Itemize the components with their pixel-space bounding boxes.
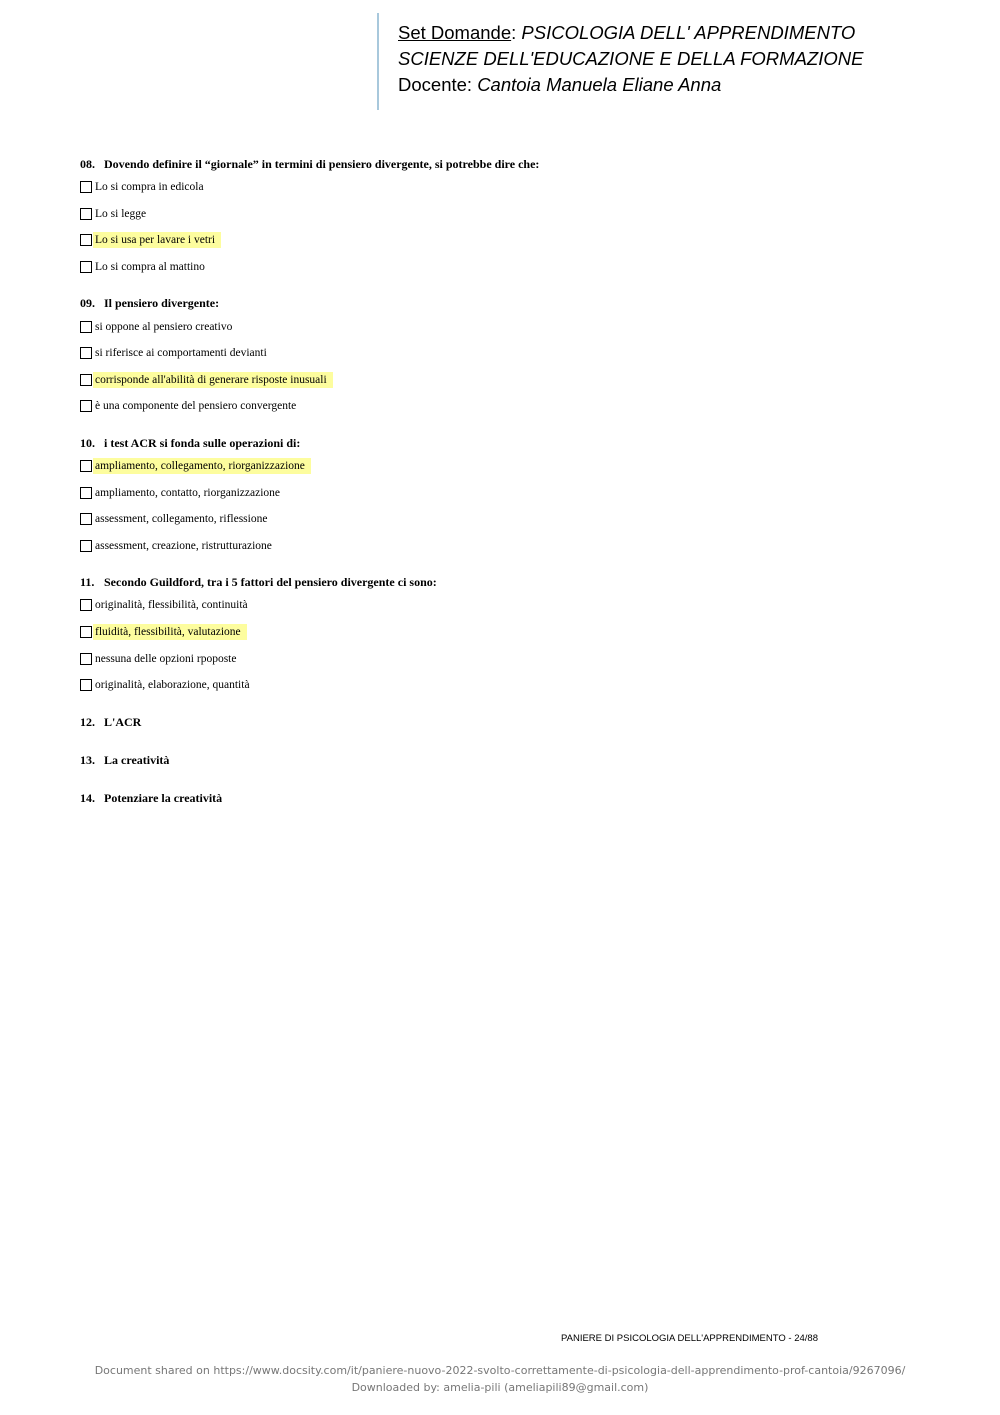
answer-checkbox[interactable]	[80, 487, 92, 499]
answer-option[interactable]	[80, 479, 940, 506]
shared-line: Document shared on https://www.docsity.com/it/paniere-nuovo-2022-svolto-correttamente-di-psicologia-dell-apprendimento-prof-cantoia/9267096/	[94, 1364, 906, 1377]
answer-text: Lo si legge	[95, 207, 147, 220]
answer-text-highlighted: Lo si usa per lavare i vetri	[93, 232, 221, 248]
question-text: Secondo Guildford, tra i 5 fattori del pensiero divergente ci sono:	[104, 575, 437, 590]
answer-text: è una componente del pensiero convergente	[95, 400, 297, 413]
answer-text: Lo si compra in edicola	[95, 181, 204, 194]
question-title	[80, 788, 940, 808]
answer-option[interactable]	[80, 227, 940, 254]
answer-checkbox[interactable]	[80, 400, 92, 412]
answer-text: originalità, elaborazione, quantità	[95, 679, 250, 692]
answer-text: assessment, creazione, ristrutturazione	[95, 539, 272, 552]
docente-label: Docente:	[398, 74, 478, 95]
question-block	[80, 433, 940, 559]
question-title	[80, 433, 940, 453]
answer-checkbox[interactable]	[80, 321, 92, 333]
answer-checkbox[interactable]	[80, 653, 92, 665]
header-course-line	[398, 46, 863, 72]
answer-option[interactable]	[80, 393, 940, 420]
question-number: 10.	[80, 435, 95, 450]
answer-checkbox[interactable]	[80, 679, 92, 691]
question-block	[80, 572, 940, 698]
header-docente-line	[398, 72, 863, 98]
question-title	[80, 572, 940, 592]
question-list	[80, 154, 940, 826]
header-set-line	[398, 20, 863, 46]
question-block	[80, 712, 940, 732]
question-number: 11.	[80, 575, 95, 590]
answer-option[interactable]	[80, 592, 940, 619]
answer-option[interactable]	[80, 672, 940, 699]
document-header	[377, 13, 863, 110]
answer-checkbox[interactable]	[80, 374, 92, 386]
question-number: 08.	[80, 157, 95, 171]
docsity-footer	[0, 1362, 1000, 1396]
question-title	[80, 293, 940, 313]
question-block	[80, 788, 940, 808]
question-title	[80, 154, 940, 174]
answer-option[interactable]	[80, 619, 940, 646]
question-text: L'ACR	[104, 714, 142, 729]
answer-option[interactable]	[80, 506, 940, 533]
question-block	[80, 154, 940, 280]
page-footer-label: PANIERE DI PSICOLOGIA DELL'APPRENDIMENTO - 24/88	[561, 1333, 818, 1344]
answer-checkbox[interactable]	[80, 234, 92, 246]
question-block	[80, 293, 940, 419]
answer-checkbox[interactable]	[80, 261, 92, 273]
question-number: 12.	[80, 714, 95, 729]
answer-checkbox[interactable]	[80, 626, 92, 638]
question-text: Dovendo definire il “giornale” in termini di pensiero divergente, si potrebbe dire che:	[104, 157, 540, 171]
answer-text-highlighted: fluidità, flessibilità, valutazione	[93, 624, 247, 640]
answer-checkbox[interactable]	[80, 540, 92, 552]
answer-option[interactable]	[80, 533, 940, 560]
answer-option[interactable]	[80, 313, 940, 340]
downloaded-line: Downloaded by: amelia-pili (ameliapili89@gmail.com)	[351, 1381, 649, 1394]
answer-option[interactable]	[80, 340, 940, 367]
docente-name: Cantoia Manuela Eliane Anna	[477, 74, 722, 95]
question-number: 14.	[80, 790, 95, 805]
question-text: La creatività	[104, 752, 170, 767]
answer-checkbox[interactable]	[80, 460, 92, 472]
set-label: Set Domande	[398, 22, 512, 43]
answer-option[interactable]	[80, 254, 940, 281]
answer-text: assessment, collegamento, riflessione	[95, 513, 268, 526]
answer-text: si riferisce ai comportamenti devianti	[95, 347, 267, 360]
answer-checkbox[interactable]	[80, 599, 92, 611]
set-separator: :	[511, 22, 522, 43]
answer-text: nessuna delle opzioni rpoposte	[95, 652, 237, 665]
question-text: Potenziare la creatività	[104, 790, 223, 805]
answer-option[interactable]	[80, 367, 940, 394]
answer-text: originalità, flessibilità, continuità	[95, 599, 248, 612]
answer-checkbox[interactable]	[80, 513, 92, 525]
answer-option[interactable]	[80, 174, 940, 201]
answer-option[interactable]	[80, 453, 940, 480]
question-block	[80, 750, 940, 770]
answer-checkbox[interactable]	[80, 208, 92, 220]
answer-text: Lo si compra al mattino	[95, 261, 205, 274]
answer-checkbox[interactable]	[80, 181, 92, 193]
answer-text: si oppone al pensiero creativo	[95, 320, 233, 333]
answer-text: ampliamento, contatto, riorganizzazione	[95, 486, 280, 499]
question-title	[80, 712, 940, 732]
answer-option[interactable]	[80, 645, 940, 672]
answer-text-highlighted: ampliamento, collegamento, riorganizzazione	[93, 458, 311, 474]
question-text: Il pensiero divergente:	[104, 296, 220, 311]
answer-checkbox[interactable]	[80, 347, 92, 359]
question-number: 09.	[80, 296, 95, 311]
question-title	[80, 750, 940, 770]
course-title: SCIENZE DELL'EDUCAZIONE E DELLA FORMAZIONE	[398, 48, 864, 69]
question-text: i test ACR si fonda sulle operazioni di:	[104, 435, 301, 450]
set-title: PSICOLOGIA DELL' APPRENDIMENTO	[521, 22, 856, 43]
question-number: 13.	[80, 752, 95, 767]
answer-text-highlighted: corrisponde all'abilità di generare risposte inusuali	[93, 372, 333, 388]
answer-option[interactable]	[80, 201, 940, 228]
